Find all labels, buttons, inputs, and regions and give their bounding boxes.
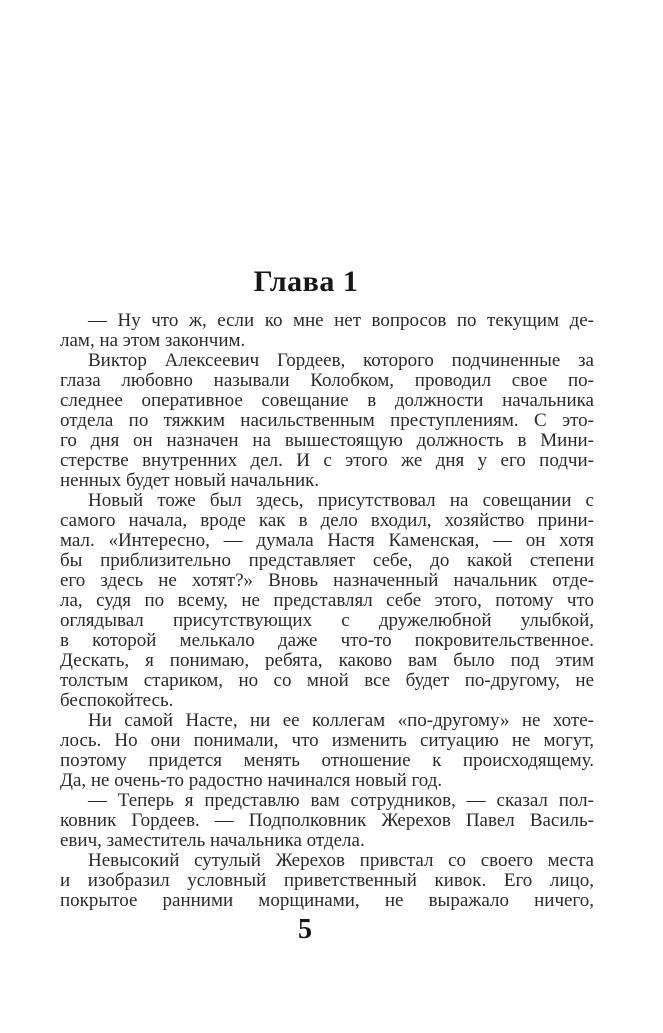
text-block	[60, 311, 594, 911]
text-line: Виктор Алексеевич Гордеев, которого подчиненные за	[88, 351, 594, 371]
text-line: стерстве внутренних дел. И с этого же дня у его подчи-	[60, 451, 594, 471]
text-line: покрытое ранними морщинами, не выражало ничего,	[60, 891, 594, 911]
text-line: ковник Гордеев. — Подполковник Жерехов Павел Василь-	[60, 811, 594, 831]
text-line: и изобразил условный приветственный кивок. Его лицо,	[60, 871, 594, 891]
text-line: самого начала, вроде как в дело входил, хозяйство прини-	[60, 511, 594, 531]
page-number: 5	[298, 914, 312, 945]
text-line: Невысокий сутулый Жерехов привстал со своего места	[88, 851, 594, 871]
chapter-title: Глава 1	[253, 265, 359, 298]
text-line: го дня он назначен на вышестоящую должность в Мини-	[60, 431, 594, 451]
text-line: Новый тоже был здесь, присутствовал на совещании с	[88, 491, 594, 511]
text-line: — Теперь я представлю вам сотрудников, — сказал пол-	[88, 791, 594, 811]
text-line: оглядывал присутствующих с дружелюбной улыбкой,	[60, 611, 594, 631]
text-line: следнее оперативное совещание в должности начальника	[60, 391, 594, 411]
text-line: евич, заместитель начальника отдела.	[60, 831, 365, 851]
text-line: бы приблизительно представляет себе, до какой степени	[60, 551, 594, 571]
text-line: ненных будет новый начальник.	[60, 471, 320, 491]
text-line: Да, не очень-то радостно начинался новый год.	[60, 771, 443, 791]
text-line: в которой мелькало даже что-то покровительственное.	[60, 631, 594, 651]
text-line: поэтому придется менять отношение к происходящему.	[60, 751, 594, 771]
text-line: его здесь не хотят?» Вновь назначенный начальник отде-	[60, 571, 594, 591]
text-line: лось. Но они понимали, что изменить ситуацию не могут,	[60, 731, 594, 751]
text-line: отдела по тяжким насильственным преступлениям. С это-	[60, 411, 594, 431]
text-line: Ни самой Насте, ни ее коллегам «по-другому» не хоте-	[88, 711, 594, 731]
text-line: мал. «Интересно, — думала Настя Каменская, — он хотя	[60, 531, 594, 551]
text-line: толстым стариком, но со мной все будет по-другому, не	[60, 671, 594, 691]
text-line: беспокойтесь.	[60, 691, 174, 711]
text-line: ла, судя по всему, не представлял себе этого, потому что	[60, 591, 594, 611]
text-line: — Ну что ж, если ко мне нет вопросов по текущим де-	[88, 311, 594, 331]
text-line: глаза любовно называли Колобком, проводил свое по-	[60, 371, 594, 391]
text-line: лам, на этом закончим.	[60, 331, 246, 351]
text-line: Дескать, я понимаю, ребята, каково вам было под этим	[60, 651, 594, 671]
